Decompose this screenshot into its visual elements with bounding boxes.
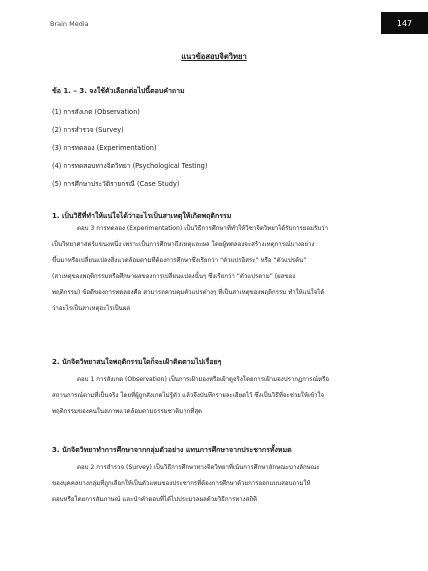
answer-2-line: พฤติกรรมของคนในสภาพแวดล้อมตามธรรมชาติมากที่สุด xyxy=(52,408,203,416)
answer-2-line: สถานการณ์ตามที่เป็นจริง โดยที่ผู้ถูกสังเกตไม่รู้ตัว แล้วจึงบันทึกรายละเอียดไว้ ซึ่งเป็นวิธีที่จะช่วยให้เข้าใจ xyxy=(52,392,325,400)
answer-2 xyxy=(52,372,380,420)
question-1-heading: 1. เป็นวิธีที่ทำให้แน่ใจได้ว่าอะไรเป็นสาเหตุให้เกิดพฤติกรรม xyxy=(52,212,232,220)
answer-3-line: ตอบหรือโดยการสัมภาษณ์ และนำคำตอบที่ได้ไปประมวลผลด้วยวิธีการทางสถิติ xyxy=(52,496,258,504)
option-2: (2) การสำรวจ (Survey) xyxy=(52,126,124,134)
answer-3-line: ตอบ 2 การสำรวจ (Survey) เป็นวิธีการศึกษาทางจิตวิทยาที่เน้นการศึกษาลักษณะบางลักษณะ xyxy=(77,464,320,471)
option-1: (1) การสังเกต (Observation) xyxy=(52,108,140,116)
question-2-heading: 2. นักจิตวิทยาสนใจพฤติกรรมใดก็จะเฝ้าติดตามไปเรื่อยๆ xyxy=(52,358,222,366)
question-3-heading: 3. นักจิตวิทยาทำการศึกษาจากกลุ่มตัวอย่าง แทนการศึกษาจากประชากรทั้งหมด xyxy=(52,446,292,454)
answer-1-line: พฤติกรรม) ข้อดีของการทดลองคือ สามารถควบคุมตัวแปรต่างๆ ที่เป็นสาเหตุของพฤติกรรม ทำให้แน่ใจได้ xyxy=(52,289,325,297)
option-5: (5) การศึกษาประวัติรายกรณี (Case Study) xyxy=(52,180,180,188)
answer-1-line: เป็นวิทยาศาสตร์แขนงหนึ่ง เพราะเป็นการศึกษาถึงเหตุและผล โดยผู้ทดลองจะสร้างเหตุการณ์บางอย่าง xyxy=(52,241,315,249)
answer-1-line: ตอบ 3 การทดลอง (Experimentation) เป็นวิธีการศึกษาที่ทำให้วิชาจิตวิทยาได้รับการยอมรับว่า xyxy=(77,225,329,232)
page-number-badge xyxy=(381,12,428,34)
option-4: (4) การทดสอบทางจิตวิทยา (Psychological Testing) xyxy=(52,162,208,170)
answer-2-line: ตอบ 1 การสังเกต (Observation) เป็นการเฝ้ามองหรือเฝ้าดูจริงโดยการเฝ้ามองปรากฏการณ์หรือ xyxy=(77,376,330,383)
answer-1-line: ขึ้นมาหรือเปลี่ยนแปลงสิ่งแวดล้อมตามที่ต้องการศึกษาซึ่งเรียกว่า “ตัวแปรอิสระ” หรือ “ตัวแปรต้น” xyxy=(52,257,307,265)
brand-name: Brain Media xyxy=(50,20,89,28)
answer-1 xyxy=(52,221,380,318)
answer-1-line: ว่าอะไรเป็นสาเหตุอะไรเป็นผล xyxy=(52,305,131,313)
page-title: แนวข้อสอบจิตวิทยา xyxy=(181,52,247,61)
page-number: 147 xyxy=(396,18,413,28)
answer-1-line: (สาเหตุของพฤติกรรมหรือศึกษาผลของการเปลี่ยนแปลงนั้นๆ ซึ่งเรียกว่า “ตัวแปรตาม” (ผลของ xyxy=(52,273,296,281)
instruction-heading: ข้อ 1. – 3. จงใช้ตัวเลือกต่อไปนี้ตอบคำถาม xyxy=(52,87,185,95)
answer-3-line: ของบุคคลบางกลุ่มที่ถูกเลือกให้เป็นตัวแทนของประชากรที่ต้องการศึกษาด้วยการออกแบบสอบถามให้ xyxy=(52,480,311,488)
answer-3 xyxy=(52,460,380,508)
option-3: (3) การทดลอง (Experimentation) xyxy=(52,144,157,152)
